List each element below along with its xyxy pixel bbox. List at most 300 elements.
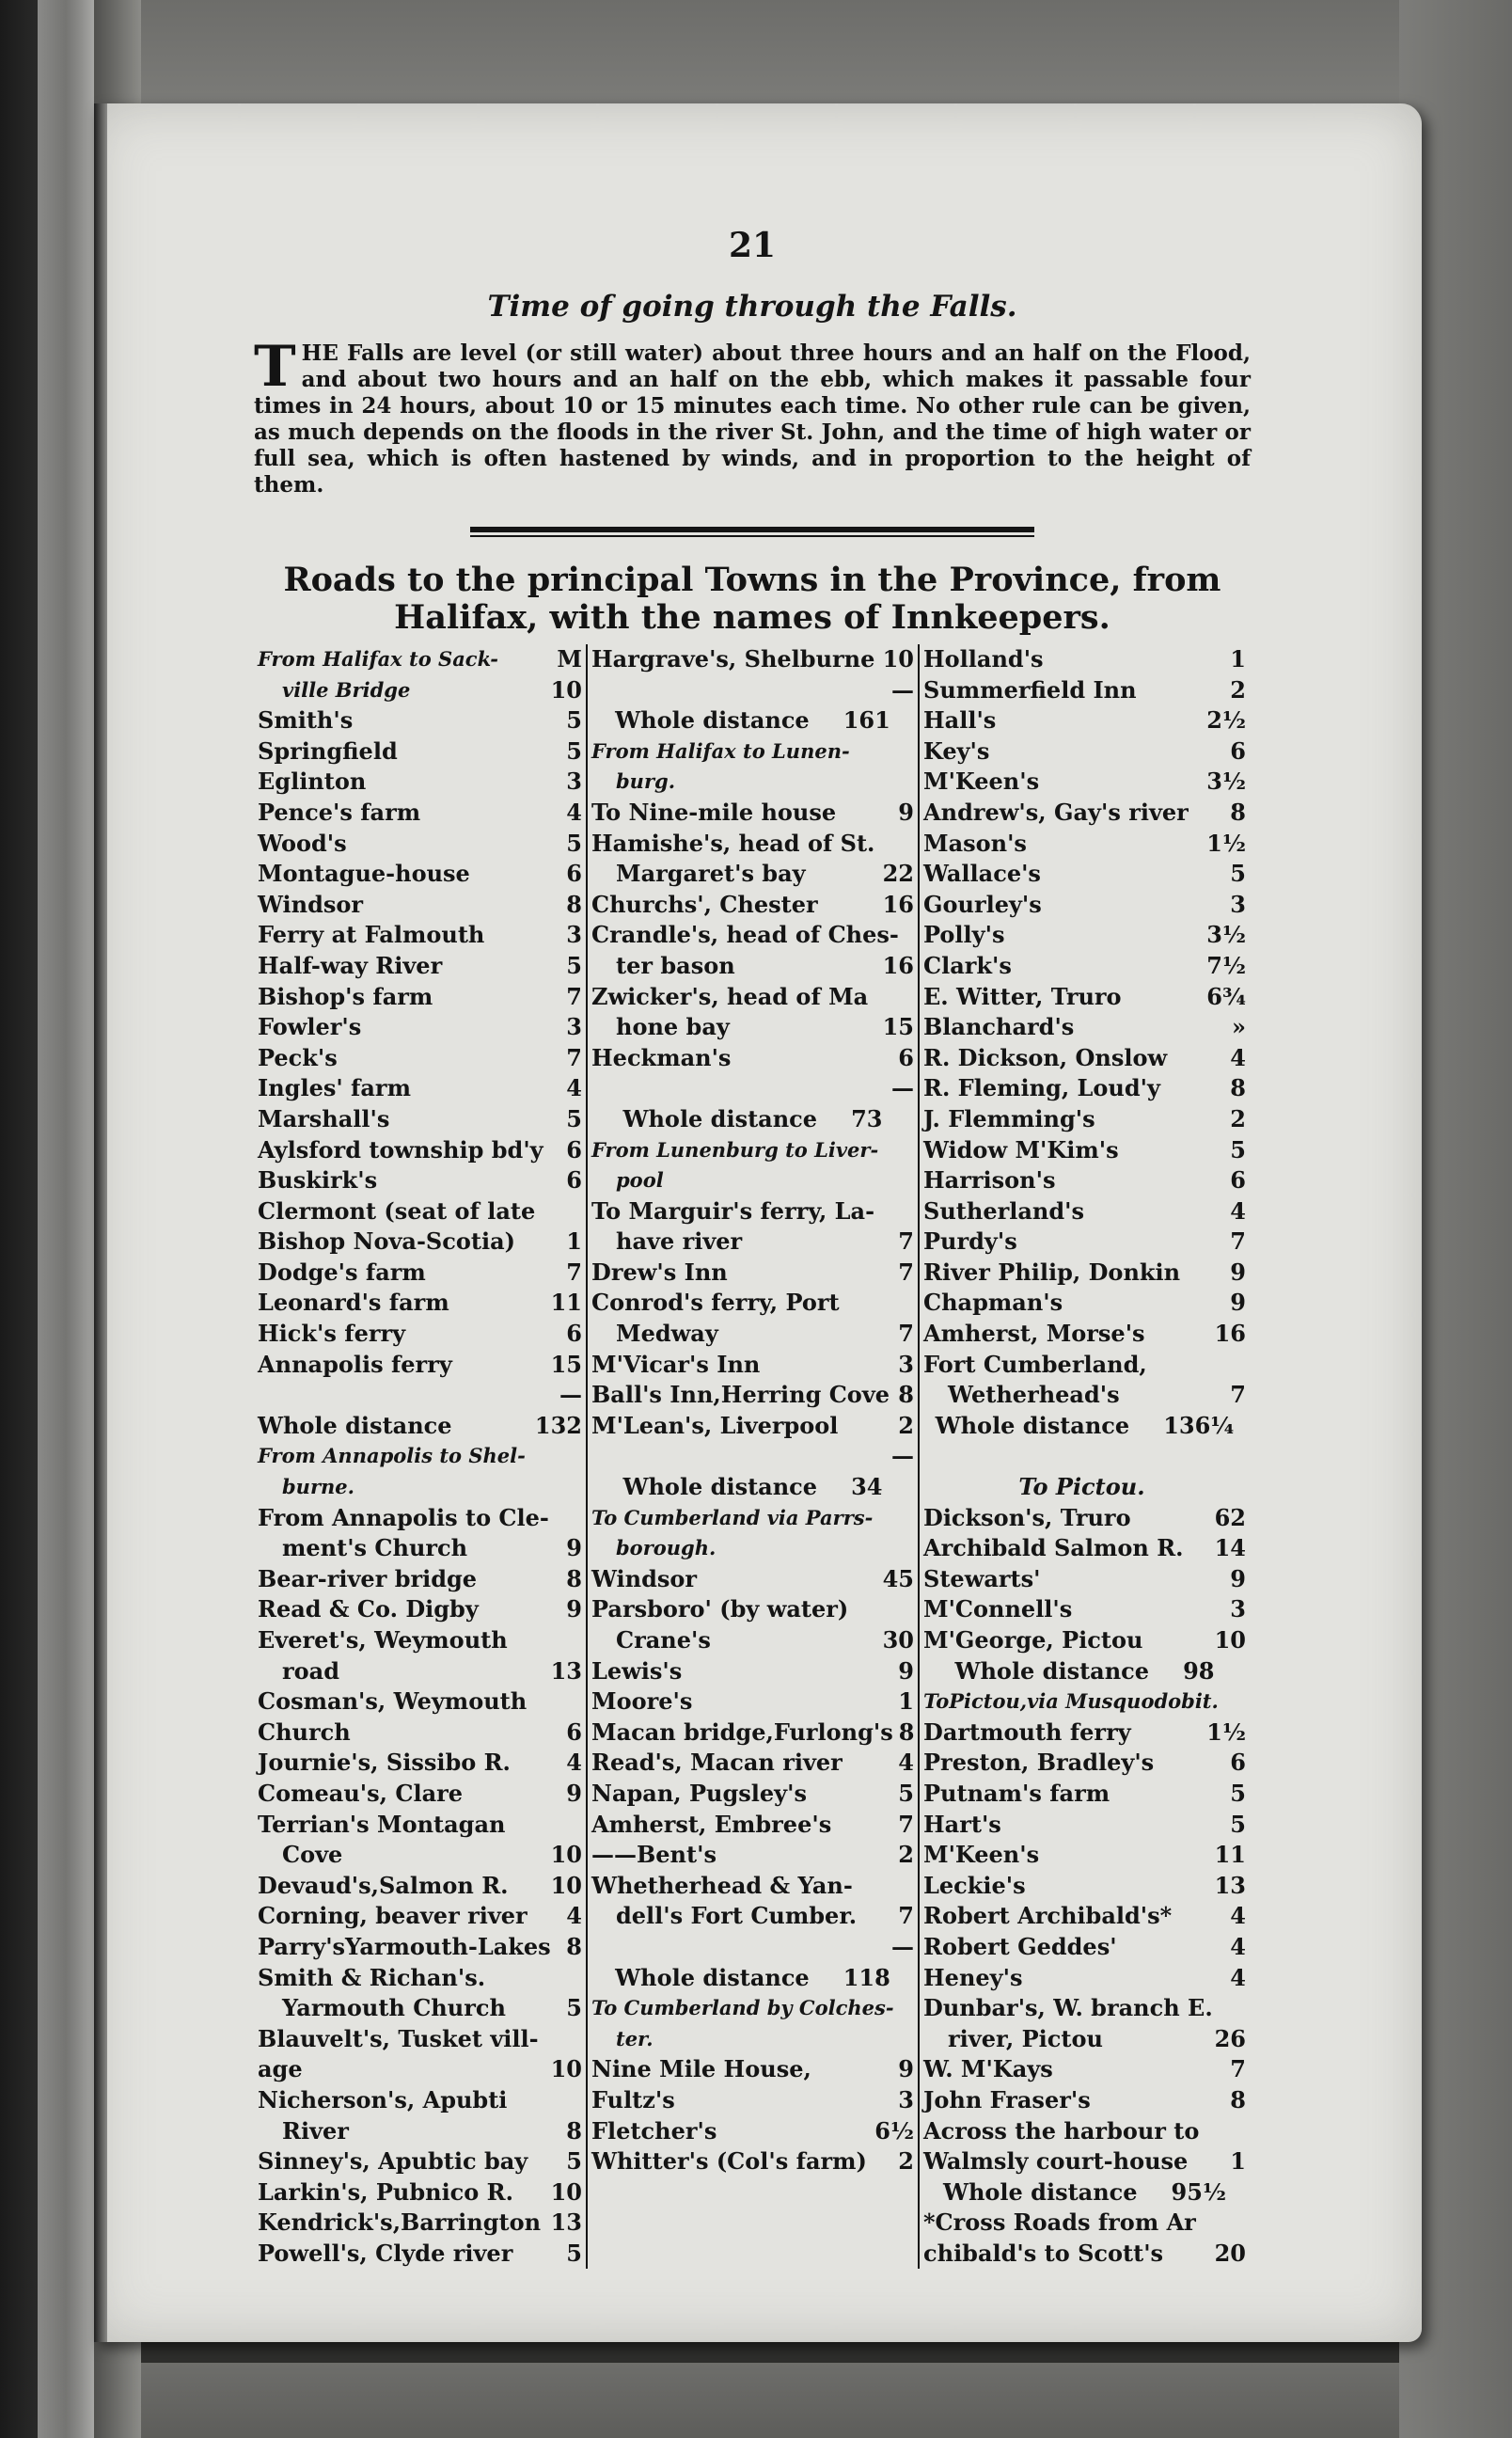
divider-thin-line: [470, 535, 1034, 537]
road-entry: [920, 1165, 1250, 1196]
place-name: M'Vicar's Inn: [591, 1350, 761, 1378]
road-entry: [920, 644, 1250, 675]
distance-miles: [576, 1441, 582, 1472]
distance-miles: [576, 1963, 582, 1994]
page-number: 21: [728, 226, 777, 265]
distance-miles: 7: [566, 982, 582, 1010]
road-entry: [920, 1564, 1250, 1595]
roads-table: [254, 644, 1251, 2269]
place-name: *Cross Roads from Ar: [923, 2208, 1196, 2237]
place-name: Stewarts': [923, 1564, 1041, 1592]
distance-miles: [576, 1810, 582, 1841]
place-name: Clark's: [923, 951, 1012, 979]
place-name: Eglinton: [258, 768, 367, 796]
road-entry: [588, 798, 918, 829]
road-entry: [254, 1871, 586, 1902]
distance-miles: 4: [1230, 1043, 1246, 1071]
place-name: Polly's: [923, 921, 1005, 949]
distance-miles: 1½: [1206, 1718, 1246, 1746]
distance-miles: 6: [1230, 1166, 1246, 1195]
road-entry: [254, 2177, 586, 2208]
place-name: Pence's farm: [258, 798, 421, 826]
place-name: Hart's: [923, 1810, 1001, 1838]
distance-miles: 95½: [1171, 2177, 1226, 2206]
place-name: Dunbar's, W. branch E.: [923, 1994, 1213, 2022]
road-entry: [254, 951, 586, 982]
page-content: [254, 226, 1251, 2269]
distance-miles: 14: [1214, 1534, 1246, 1562]
road-entry: [254, 1686, 586, 1718]
distance-miles: 9: [1230, 1258, 1246, 1286]
place-name: J. Flemming's: [923, 1104, 1095, 1132]
place-name: Wallace's: [923, 860, 1041, 888]
road-entry: [254, 2024, 586, 2055]
distance-miles: 9: [898, 1656, 914, 1685]
distance-miles: 4: [566, 798, 582, 826]
place-name: Chapman's: [923, 1289, 1063, 1317]
road-entry: [588, 2116, 918, 2147]
distance-miles: 11: [1214, 1841, 1246, 1869]
place-name: Smith's: [258, 706, 354, 735]
road-entry: [588, 1810, 918, 1841]
distance-miles: 10: [1214, 1626, 1246, 1654]
distance-miles: 161: [843, 706, 890, 735]
place-name: Powell's, Clyde river: [258, 2239, 513, 2267]
road-entry: [920, 1196, 1250, 1227]
road-entry: [920, 1686, 1250, 1718]
road-entry: [920, 1319, 1250, 1350]
road-entry: [254, 1748, 586, 1779]
distance-miles: 8: [1230, 2085, 1246, 2113]
distance-miles: 3: [566, 921, 582, 949]
road-entry: [920, 1748, 1250, 1779]
place-name: Conrod's ferry, Port: [591, 1289, 840, 1317]
place-name: To Cumberland by Colches-: [591, 1996, 894, 2020]
road-entry: [588, 920, 918, 951]
place-name: Fort Cumberland,: [923, 1350, 1147, 1378]
distance-miles: 10: [550, 2055, 582, 2083]
road-entry: [588, 644, 918, 675]
place-name: Leckie's: [923, 1871, 1026, 1899]
road-entry: [588, 1288, 918, 1319]
place-name: Comeau's, Clare: [258, 1779, 464, 1807]
distance-miles: 5: [566, 1994, 582, 2022]
place-name: Wetherhead's: [948, 1381, 1120, 1409]
road-entry: [920, 859, 1250, 890]
place-name: To Pictou.: [1018, 1473, 1145, 1501]
place-name: Archibald Salmon R.: [923, 1534, 1184, 1562]
distance-miles: 13: [550, 2208, 582, 2237]
place-name: Whitter's (Col's farm): [591, 2147, 867, 2176]
place-name: Widow M'Kim's: [923, 1135, 1119, 1164]
distance-miles: [908, 1503, 914, 1534]
road-entry: [588, 2024, 918, 2055]
place-name: Peck's: [258, 1043, 338, 1071]
place-name: M'George, Pictou: [923, 1626, 1143, 1654]
distance-miles: 5: [898, 1779, 914, 1807]
distance-miles: 7: [1230, 1227, 1246, 1256]
distance-miles: [1240, 2116, 1246, 2147]
distance-miles: 4: [566, 1749, 582, 1777]
place-name: Ferry at Falmouth: [258, 921, 485, 949]
place-name: Bishop Nova-Scotia): [258, 1227, 515, 1256]
distance-miles: 8: [1230, 798, 1246, 826]
place-name: Lewis's: [591, 1656, 683, 1685]
road-entry: [588, 1625, 918, 1656]
road-entry: [920, 1012, 1250, 1043]
place-name: Bear-river bridge: [258, 1564, 478, 1592]
distance-miles: 2: [1230, 675, 1246, 704]
distance-miles: [908, 829, 914, 860]
road-entry: [254, 1625, 586, 1656]
distance-miles: [576, 1686, 582, 1718]
road-entry: [920, 2085, 1250, 2116]
place-name: Journie's, Sissibo R.: [258, 1749, 511, 1777]
place-name: ToPictou,via Musquodobit.: [923, 1689, 1219, 1714]
place-name: From Annapolis to Shel-: [258, 1444, 526, 1468]
place-name: ter bason: [616, 951, 735, 979]
place-name: Across the harbour to: [923, 2116, 1200, 2145]
distance-miles: [1240, 1686, 1246, 1718]
distance-miles: 13: [1214, 1871, 1246, 1899]
road-entry: [920, 1993, 1250, 2024]
road-entry: [920, 1963, 1250, 1994]
road-entry: [254, 2208, 586, 2239]
road-entry: [254, 1196, 586, 1227]
place-name: E. Witter, Truro: [923, 982, 1122, 1010]
road-entry: [254, 705, 586, 736]
distance-miles: 62: [1214, 1503, 1246, 1531]
road-entry: [254, 1963, 586, 1994]
road-entry: [588, 1686, 918, 1718]
distance-miles: 2½: [1206, 706, 1246, 735]
distance-miles: 73: [851, 1104, 883, 1132]
distance-miles: 15: [550, 1350, 582, 1378]
place-name: Blauvelt's, Tusket vill-: [258, 2024, 539, 2052]
road-entry: [254, 1503, 586, 1534]
roads-column-1: [254, 644, 586, 2269]
place-name: Amherst, Morse's: [923, 1320, 1145, 1348]
place-name: Drew's Inn: [591, 1258, 728, 1286]
distance-miles: 118: [843, 1963, 890, 1991]
road-entry: [920, 920, 1250, 951]
place-name: Whole distance: [258, 1411, 452, 1439]
distance-miles: 2: [898, 1841, 914, 1869]
distance-miles: [908, 2024, 914, 2055]
distance-miles: [1240, 2208, 1246, 2239]
place-name: Hick's ferry: [258, 1320, 406, 1348]
road-entry: [588, 982, 918, 1013]
place-name: John Fraser's: [923, 2085, 1091, 2113]
road-entry: [920, 890, 1250, 921]
place-name: Fletcher's: [591, 2116, 717, 2145]
distance-miles: 9: [1230, 1564, 1246, 1592]
distance-miles: 6: [566, 1166, 582, 1195]
place-name: Montague-house: [258, 860, 470, 888]
place-name: Blanchard's: [923, 1013, 1075, 1041]
place-name: Bishop's farm: [258, 982, 433, 1010]
distance-miles: 6: [566, 1718, 582, 1746]
distance-miles: 8: [566, 2116, 582, 2145]
distance-miles: 5: [566, 2239, 582, 2267]
road-entry: [588, 1196, 918, 1227]
distance-miles: 7: [1230, 1381, 1246, 1409]
distance-miles: 3½: [1206, 768, 1246, 796]
place-name: Read & Co. Digby: [258, 1595, 479, 1623]
road-entry: [588, 1319, 918, 1350]
road-entry: [920, 2146, 1250, 2177]
distance-miles: 5: [1230, 1810, 1246, 1838]
road-entry: [920, 1288, 1250, 1319]
road-entry: [254, 1073, 586, 1104]
distance-miles: 10: [550, 675, 582, 704]
road-entry: [588, 1411, 918, 1442]
road-entry: [920, 2024, 1250, 2055]
distance-miles: 5: [566, 829, 582, 857]
distance-miles: 5: [566, 951, 582, 979]
place-name: Walmsly court-house: [923, 2147, 1189, 2176]
road-entry: [588, 1135, 918, 1166]
road-entry: [588, 1656, 918, 1687]
place-name: Whetherhead & Yan-: [591, 1871, 853, 1899]
distance-miles: —: [891, 1074, 914, 1102]
distance-miles: 1: [566, 1227, 582, 1256]
place-name: Whole distance: [622, 1104, 818, 1132]
background-bottom: [141, 2363, 1512, 2438]
distance-miles: 8: [566, 1932, 582, 1960]
place-name: From Annapolis to Cle-: [258, 1503, 549, 1531]
place-name: Amherst, Embree's: [591, 1810, 832, 1838]
distance-miles: 16: [882, 890, 914, 918]
place-name: Parsboro' (by water): [591, 1595, 849, 1623]
road-entry: [588, 1779, 918, 1810]
road-entry: [254, 920, 586, 951]
road-entry: [920, 2239, 1250, 2270]
distance-miles: 9: [1230, 1289, 1246, 1317]
road-entry: [920, 1533, 1250, 1564]
place-name: M'Keen's: [923, 1841, 1040, 1869]
road-entry: [920, 1258, 1250, 1289]
place-name: Whole distance: [622, 1473, 818, 1501]
place-name: Heney's: [923, 1963, 1023, 1991]
place-name: Medway: [616, 1320, 718, 1348]
road-entry: [254, 798, 586, 829]
distance-miles: 7: [1230, 2055, 1246, 2083]
distance-miles: [908, 1993, 914, 2024]
distance-miles: [908, 767, 914, 798]
place-name: Buskirk's: [258, 1166, 378, 1195]
road-entry: [920, 1840, 1250, 1871]
distance-miles: 4: [1230, 1902, 1246, 1930]
road-entry: [254, 829, 586, 860]
place-name: To Marguir's ferry, La-: [591, 1196, 875, 1225]
distance-miles: [908, 1594, 914, 1625]
road-entry: [254, 1411, 586, 1442]
place-name: Macan bridge,Furlong's: [591, 1718, 893, 1746]
road-entry: [920, 1718, 1250, 1749]
road-entry: [920, 1503, 1250, 1534]
road-entry: [920, 705, 1250, 736]
distance-miles: [1145, 1472, 1151, 1503]
distance-miles: 3: [566, 1013, 582, 1041]
place-name: Ball's Inn,Herring Cove: [591, 1381, 890, 1409]
distance-miles: [576, 2085, 582, 2116]
place-name: pool: [616, 1168, 664, 1193]
road-entry: [254, 2239, 586, 2270]
place-name: Clermont (seat of late: [258, 1196, 536, 1225]
road-entry: [588, 1441, 918, 1472]
road-entry: [920, 829, 1250, 860]
distance-miles: 9: [566, 1779, 582, 1807]
place-name: Read's, Macan river: [591, 1749, 843, 1777]
distance-miles: 5: [1230, 1135, 1246, 1164]
place-name: road: [282, 1656, 339, 1685]
road-entry: [588, 767, 918, 798]
road-entry: [920, 1135, 1250, 1166]
distance-miles: 3: [566, 768, 582, 796]
distance-miles: 9: [898, 798, 914, 826]
road-entry: [588, 1748, 918, 1779]
distance-miles: [1240, 1993, 1246, 2024]
distance-miles: 2: [898, 1411, 914, 1439]
distance-miles: 5: [566, 706, 582, 735]
road-entry: [254, 675, 586, 706]
place-name: Half-way River: [258, 951, 443, 979]
road-entry: [920, 1104, 1250, 1135]
place-name: Fultz's: [591, 2085, 675, 2113]
place-name: Devaud's,Salmon R.: [258, 1871, 509, 1899]
distance-miles: 4: [1230, 1932, 1246, 1960]
place-name: Fowler's: [258, 1013, 362, 1041]
road-entry: [588, 859, 918, 890]
road-entry: [254, 982, 586, 1013]
road-entry: [588, 1963, 918, 1994]
place-name: burne.: [282, 1475, 354, 1499]
distance-miles: 132: [534, 1411, 582, 1439]
distance-miles: 5: [566, 736, 582, 765]
road-entry: [254, 2146, 586, 2177]
distance-miles: 8: [898, 1718, 915, 1746]
road-entry: [920, 1810, 1250, 1841]
distance-miles: [908, 1871, 914, 1902]
distance-miles: [576, 2024, 582, 2055]
place-name: Andrew's, Gay's river: [923, 798, 1189, 826]
road-entry: [588, 1073, 918, 1104]
road-entry: [588, 1380, 918, 1411]
place-name: Springfield: [258, 736, 398, 765]
distance-miles: 5: [566, 2147, 582, 2176]
road-entry: [254, 1810, 586, 1841]
distance-miles: 2: [898, 2147, 914, 2176]
distance-miles: 16: [1214, 1320, 1246, 1348]
road-entry: [254, 1258, 586, 1289]
road-entry: [588, 1564, 918, 1595]
road-entry: [920, 1073, 1250, 1104]
distance-miles: 6½: [874, 2116, 914, 2145]
place-name: chibald's to Scott's: [923, 2239, 1164, 2267]
distance-miles: 30: [882, 1626, 914, 1654]
place-name: Dickson's, Truro: [923, 1503, 1131, 1531]
road-entry: [588, 1993, 918, 2024]
road-entry: [588, 1012, 918, 1043]
road-entry: [920, 1871, 1250, 1902]
place-name: Sutherland's: [923, 1196, 1084, 1225]
place-name: Gourley's: [923, 890, 1042, 918]
place-name: Wood's: [258, 829, 347, 857]
road-entry: [920, 1932, 1250, 1963]
road-entry: [588, 1594, 918, 1625]
distance-miles: 4: [1230, 1196, 1246, 1225]
road-entry: [588, 1104, 918, 1135]
place-name: Whole distance: [954, 1656, 1150, 1685]
road-entry: [920, 1411, 1250, 1442]
road-entry: [588, 736, 918, 768]
distance-miles: »: [1232, 1013, 1246, 1041]
distance-miles: 6: [1230, 1749, 1246, 1777]
distance-miles: 45: [882, 1564, 914, 1592]
road-entry: [588, 705, 918, 736]
road-entry: [920, 2116, 1250, 2147]
distance-miles: 10: [550, 1841, 582, 1869]
distance-miles: 9: [566, 1595, 582, 1623]
section-title: Time of going through the Falls.: [487, 290, 1017, 324]
road-entry: [920, 1227, 1250, 1258]
road-entry: [920, 1594, 1250, 1625]
place-name: Summerfield Inn: [923, 675, 1137, 704]
road-entry: [254, 644, 586, 675]
place-name: burg.: [616, 769, 676, 794]
distance-miles: [576, 1472, 582, 1503]
distance-miles: 6¾: [1206, 982, 1246, 1010]
distance-miles: 7: [898, 1320, 914, 1348]
road-entry: [588, 675, 918, 706]
place-name: Windsor: [258, 890, 364, 918]
place-name: Everet's, Weymouth: [258, 1626, 508, 1654]
binding-spine: [38, 0, 94, 2438]
road-entry: [254, 1135, 586, 1166]
place-name: Windsor: [591, 1564, 698, 1592]
distance-miles: [908, 982, 914, 1013]
place-name: From Lunenburg to Liver-: [591, 1137, 879, 1162]
place-name: Kendrick's,Barrington: [258, 2208, 542, 2237]
place-name: ment's Church: [282, 1534, 468, 1562]
road-entry: [920, 675, 1250, 706]
distance-miles: 6: [898, 1043, 914, 1071]
road-entry: [920, 2177, 1250, 2208]
background-top: [141, 0, 1512, 103]
place-name: R. Dickson, Onslow: [923, 1043, 1168, 1071]
road-entry: [920, 798, 1250, 829]
place-name: Ingles' farm: [258, 1074, 411, 1102]
place-name: From Halifax to Sack-: [258, 647, 499, 671]
road-entry: [254, 1718, 586, 1749]
distance-miles: [908, 1196, 914, 1227]
place-name: Corning, beaver river: [258, 1902, 528, 1930]
roads-column-3: [918, 644, 1250, 2269]
place-name: M'Keen's: [923, 768, 1040, 796]
place-name: Aylsford township bd'y: [258, 1135, 543, 1164]
distance-miles: 6: [566, 1135, 582, 1164]
road-entry: [254, 1594, 586, 1625]
place-name: Dodge's farm: [258, 1258, 426, 1286]
place-name: Putnam's farm: [923, 1779, 1110, 1807]
distance-miles: [576, 1196, 582, 1227]
distance-miles: [908, 1288, 914, 1319]
distance-miles: 16: [882, 951, 914, 979]
distance-miles: [908, 1533, 914, 1564]
place-name: Robert Geddes': [923, 1932, 1117, 1960]
distance-miles: 5: [566, 1104, 582, 1132]
